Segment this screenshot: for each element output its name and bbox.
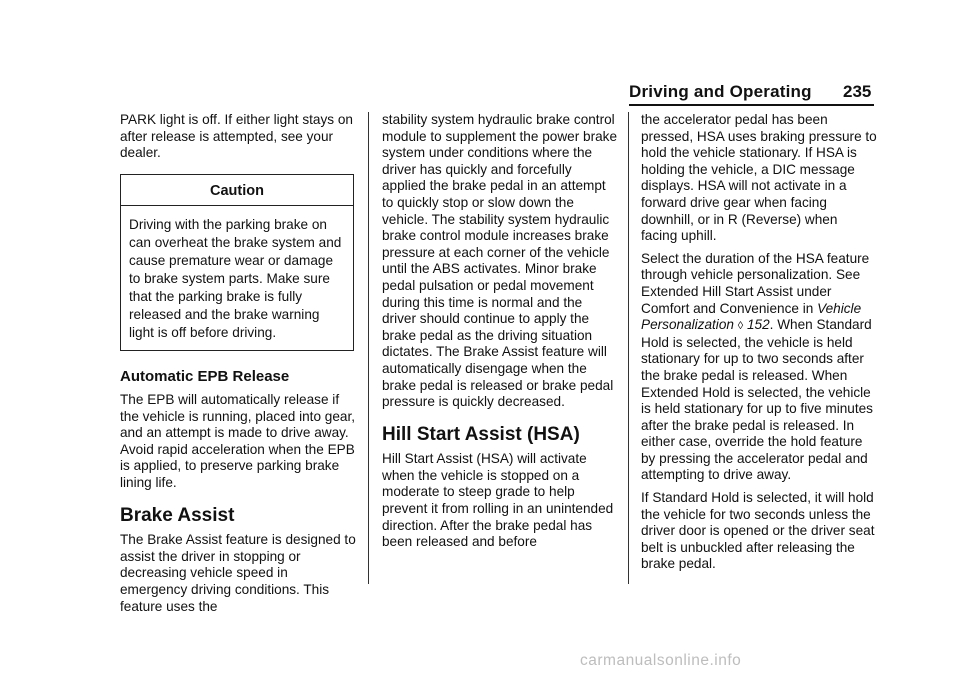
section-title: Driving and Operating	[629, 82, 812, 101]
column-3	[641, 112, 877, 579]
brake-assist-paragraph: The Brake Assist feature is designed to assist the driver in stopping or decreasing vehicle speed in emergency driving conditions. This feature uses the	[120, 532, 356, 614]
hsa-duration-paragraph	[641, 251, 877, 484]
brake-assist-continued: stability system hydraulic brake control module to supplement the power brake system under conditions where the driver has quickly and forcefully applied the brake pedal in an attempt to quickly stop or slow down the vehicle. The stability system hydraulic brake control module increases brake pressure at each corner of the vehicle until the ABS activates. Minor brake pedal pulsation or pedal movement during this time is normal and the driver should continue to apply the brake pedal as the driving situation dictates. The Brake Assist feature will automatically disengage when the brake pedal is released or brake pedal pressure is quickly decreased.	[382, 112, 618, 410]
caution-text: Driving with the parking brake on can overheat the brake system and cause premature wear or damage to brake system parts. Make sure that the parking brake is fully released and the brake warning light is off before driving.	[129, 217, 342, 341]
hsa-paragraph: Hill Start Assist (HSA) will activate when the vehicle is stopped on a moderate to steep grade to help prevent it from rolling in an unintended direction. After the brake pedal has been released and before	[382, 451, 614, 550]
brake-assist-heading: Brake Assist	[120, 504, 235, 526]
caution-title: Caution	[121, 175, 353, 207]
caution-box	[120, 174, 354, 352]
page-number: 235	[843, 82, 872, 101]
page-ref-icon: ◊	[737, 320, 744, 333]
column-divider	[628, 112, 629, 584]
column-2	[382, 112, 618, 557]
column-1	[120, 112, 358, 621]
column-divider	[368, 112, 369, 584]
epb-heading: Automatic EPB Release	[120, 368, 290, 386]
header-rule	[629, 104, 874, 106]
hsa-heading: Hill Start Assist (HSA)	[382, 423, 580, 445]
page-header	[0, 82, 960, 112]
hsa-continued: the accelerator pedal has been pressed, HSA uses braking pressure to hold the vehicle stationary. If HSA is holding the vehicle, a DIC message displays. HSA will not activate in a forward drive gear when facing downhill, or in R (Reverse) when facing uphill.	[641, 112, 877, 244]
page-ref-number[interactable]: 152	[746, 317, 770, 333]
vehicle-personalization-link[interactable]: Vehicle Personalization	[641, 300, 862, 333]
standard-hold-paragraph: If Standard Hold is selected, it will hold the vehicle for two seconds unless the driver door is opened or the driver seat belt is unbuckled after releasing the brake pedal.	[641, 490, 875, 572]
duration-text-end: . When Standard Hold is selected, the vehicle is held stationary for up to two seconds after the brake pedal is released. When Extended Hold is selected, the vehicle is held stationary for up to five minutes after the brake pedal is released. In either case, override the hold feature by pressing the accelerator pedal and attempting to drive away.	[641, 317, 873, 483]
epb-paragraph: The EPB will automatically release if the vehicle is running, placed into gear, and an attempt is made to drive away. Avoid rapid acceleration when the EPB is applied, to preserve parking brake lining life.	[120, 391, 356, 490]
intro-paragraph: PARK light is off. If either light stays on after release is attempted, see your dealer.	[120, 112, 353, 161]
duration-text-start: Select the duration of the HSA feature through vehicle personalization. See Extended Hill Start Assist under Comfort and Convenience in	[641, 250, 870, 316]
watermark: carmanualsonline.info	[580, 652, 742, 669]
